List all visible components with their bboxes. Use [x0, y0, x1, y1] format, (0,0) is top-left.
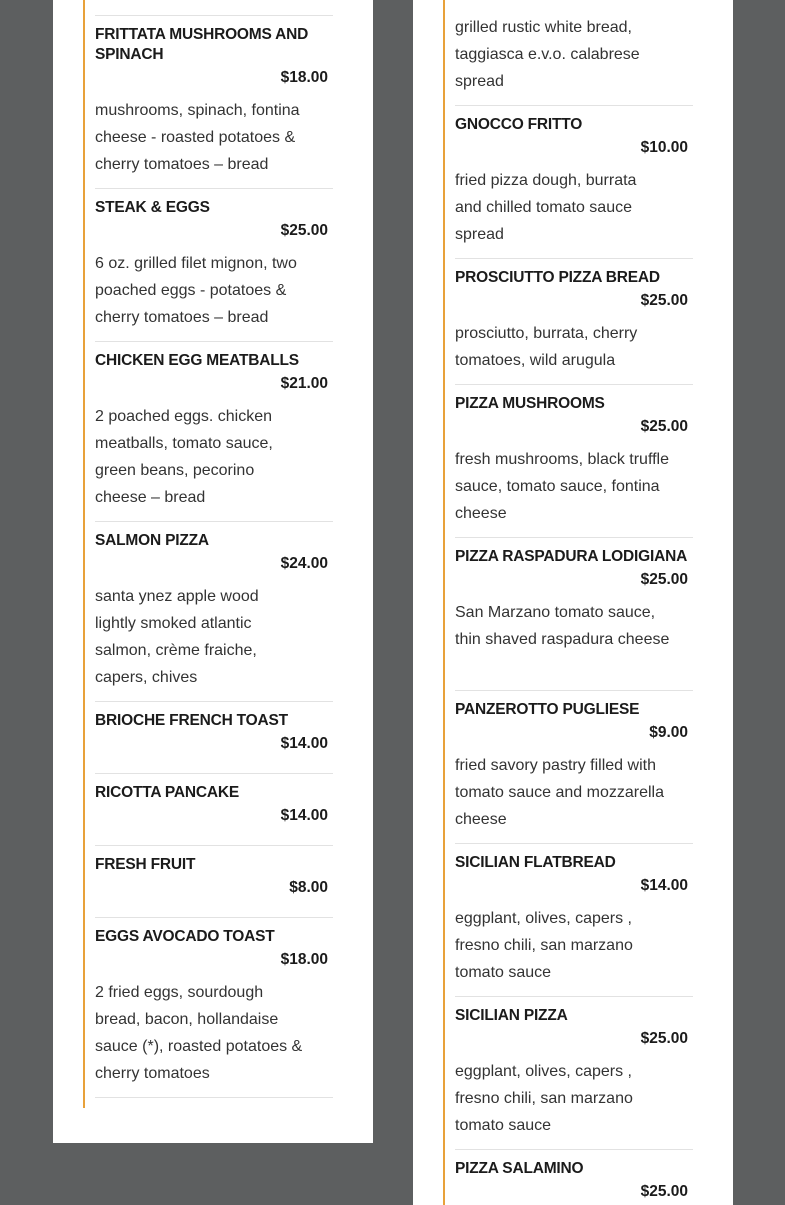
item-description: santa ynez apple wood lightly smoked atlantic salmon, crème fraiche, capers, chives — [95, 588, 259, 686]
item-price: $18.00 — [280, 951, 328, 968]
item-description: eggplant, olives, capers , fresno chili, san marzano tomato sauce — [455, 1063, 633, 1134]
item-description: 2 poached eggs. chicken meatballs, tomato sauce, green beans, pecorino cheese – bread — [95, 408, 273, 506]
divider — [95, 1097, 333, 1098]
divider — [95, 917, 333, 918]
divider — [95, 15, 333, 16]
divider — [455, 384, 693, 385]
item-name: PANZEROTTO PUGLIESE — [455, 701, 640, 718]
divider — [95, 845, 333, 846]
item-price: $18.00 — [280, 69, 328, 86]
item-price: $25.00 — [280, 222, 328, 239]
item-price: $9.00 — [649, 724, 688, 741]
item-price: $25.00 — [640, 1183, 688, 1200]
item-description: fresh mushrooms, black truffle sauce, tomato sauce, fontina cheese — [455, 451, 670, 522]
item-name: SICILIAN FLATBREAD — [455, 854, 616, 871]
item-name: FRESH FRUIT — [95, 856, 196, 873]
divider — [95, 188, 333, 189]
item-price: $25.00 — [640, 418, 688, 435]
item-price: $14.00 — [640, 877, 688, 894]
item-description: fried savory pastry filled with tomato sauce and mozzarella cheese — [455, 757, 664, 828]
item-description: prosciutto, burrata, cherry tomatoes, wild arugula — [455, 325, 638, 369]
item-description: eggplant, olives, capers , fresno chili, san marzano tomato sauce — [455, 910, 633, 981]
item-description: fried pizza dough, burrata and chilled tomato sauce spread — [455, 172, 637, 243]
item-price: $21.00 — [280, 375, 328, 392]
item-description: grilled rustic white bread, taggiasca e.v.o. calabrese spread — [455, 19, 640, 90]
item-name: CHICKEN EGG MEATBALLS — [95, 352, 299, 369]
divider — [455, 258, 693, 259]
item-name: PIZZA SALAMINO — [455, 1160, 584, 1177]
divider — [455, 1149, 693, 1150]
menu-card-right — [413, 0, 733, 1205]
divider — [455, 105, 693, 106]
divider — [455, 690, 693, 691]
item-price: $25.00 — [640, 292, 688, 309]
item-name: PROSCIUTTO PIZZA BREAD — [455, 269, 660, 286]
divider — [95, 341, 333, 342]
item-price: $24.00 — [280, 555, 328, 572]
item-name: PIZZA MUSHROOMS — [455, 395, 605, 412]
item-price: $25.00 — [640, 571, 688, 588]
divider — [455, 537, 693, 538]
item-description: 6 oz. grilled filet mignon, two poached eggs - potatoes & cherry tomatoes – bread — [95, 255, 297, 326]
item-price: $10.00 — [640, 139, 688, 156]
divider — [95, 701, 333, 702]
item-name: PIZZA RASPADURA LODIGIANA — [455, 548, 688, 565]
divider — [95, 521, 333, 522]
item-name: FRITTATA MUSHROOMS AND SPINACH — [95, 26, 309, 63]
item-name: SICILIAN PIZZA — [455, 1007, 568, 1024]
item-name: EGGS AVOCADO TOAST — [95, 928, 275, 945]
item-name: STEAK & EGGS — [95, 199, 210, 216]
item-name: RICOTTA PANCAKE — [95, 784, 239, 801]
divider — [455, 843, 693, 844]
item-price: $14.00 — [280, 735, 328, 752]
item-description: mushrooms, spinach, fontina cheese - roasted potatoes & cherry tomatoes – bread — [95, 102, 300, 173]
item-name: GNOCCO FRITTO — [455, 116, 583, 133]
menu-card-left — [53, 0, 373, 1143]
divider — [95, 773, 333, 774]
item-name: SALMON PIZZA — [95, 532, 209, 549]
item-name: BRIOCHE FRENCH TOAST — [95, 712, 288, 729]
accent-bar — [443, 0, 445, 1205]
divider — [455, 996, 693, 997]
item-price: $8.00 — [289, 879, 328, 896]
item-description: San Marzano tomato sauce, thin shaved raspadura cheese — [455, 604, 670, 648]
item-description: 2 fried eggs, sourdough bread, bacon, hollandaise sauce (*), roasted potatoes & cherry tomatoes — [95, 984, 303, 1082]
accent-bar — [83, 0, 85, 1108]
item-price: $14.00 — [280, 807, 328, 824]
item-price: $25.00 — [640, 1030, 688, 1047]
